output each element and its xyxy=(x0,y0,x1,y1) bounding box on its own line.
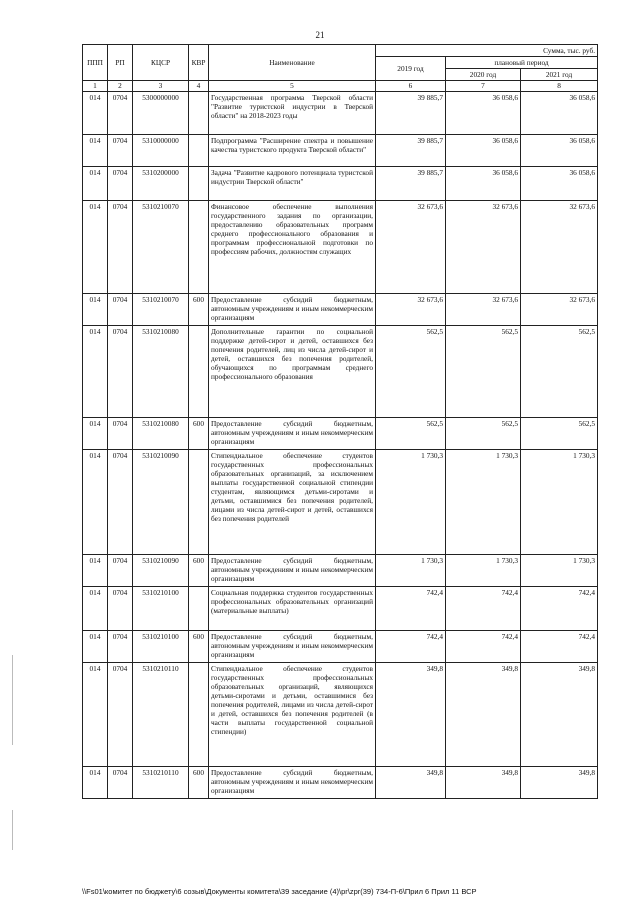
cell-2020: 32 673,6 xyxy=(446,201,521,294)
cell-2019: 562,5 xyxy=(376,326,446,418)
cell-kvr xyxy=(189,663,209,767)
cell-kvr: 600 xyxy=(189,294,209,326)
cell-ppp: 014 xyxy=(83,294,108,326)
cell-kvr: 600 xyxy=(189,418,209,450)
table-row xyxy=(83,294,598,326)
cell-kvr xyxy=(189,92,209,135)
cell-rp: 0704 xyxy=(108,326,133,418)
cell-ppp: 014 xyxy=(83,450,108,555)
cell-2021: 742,4 xyxy=(521,587,598,631)
cell-name: Государственная программа Тверской области "Развитие туристской индустрии в Тверской области" на 2018-2023 годы xyxy=(209,92,376,135)
cell-rp: 0704 xyxy=(108,663,133,767)
cell-2020: 36 058,6 xyxy=(446,167,521,201)
column-number: 7 xyxy=(446,81,521,92)
cell-2019: 349,8 xyxy=(376,663,446,767)
cell-name: Социальная поддержка студентов государственных профессиональных образовательных организаций (материальные выплаты) xyxy=(209,587,376,631)
cell-kcsr: 5300000000 xyxy=(133,92,189,135)
cell-kcsr: 5310210070 xyxy=(133,294,189,326)
cell-name: Предоставление субсидий бюджетным, автономным учреждениям и иным некоммерческим организациям xyxy=(209,555,376,587)
table-row xyxy=(83,450,598,555)
cell-2021: 32 673,6 xyxy=(521,201,598,294)
cell-2019: 742,4 xyxy=(376,587,446,631)
cell-ppp: 014 xyxy=(83,418,108,450)
header-kcsr: КЦСР xyxy=(133,45,189,81)
cell-2020: 742,4 xyxy=(446,587,521,631)
cell-2019: 39 885,7 xyxy=(376,135,446,167)
cell-kcsr: 5310210080 xyxy=(133,418,189,450)
cell-kcsr: 5310200000 xyxy=(133,167,189,201)
cell-name: Предоставление субсидий бюджетным, автономным учреждениям и иным некоммерческим организациям xyxy=(209,294,376,326)
table-row xyxy=(83,418,598,450)
cell-2019: 39 885,7 xyxy=(376,92,446,135)
cell-2020: 742,4 xyxy=(446,631,521,663)
cell-kcsr: 5310210100 xyxy=(133,631,189,663)
column-number: 5 xyxy=(209,81,376,92)
table-row xyxy=(83,135,598,167)
header-planned-period: плановый период xyxy=(446,57,598,69)
cell-2019: 1 730,3 xyxy=(376,555,446,587)
column-number: 4 xyxy=(189,81,209,92)
header-rp: РП xyxy=(108,45,133,81)
table-row xyxy=(83,663,598,767)
cell-ppp: 014 xyxy=(83,201,108,294)
cell-2021: 742,4 xyxy=(521,631,598,663)
cell-2019: 39 885,7 xyxy=(376,167,446,201)
page-number: 21 xyxy=(315,30,325,40)
cell-2019: 32 673,6 xyxy=(376,294,446,326)
cell-rp: 0704 xyxy=(108,587,133,631)
cell-kcsr: 5310210090 xyxy=(133,450,189,555)
cell-ppp: 014 xyxy=(83,92,108,135)
cell-2020: 1 730,3 xyxy=(446,555,521,587)
cell-2021: 349,8 xyxy=(521,663,598,767)
cell-2020: 36 058,6 xyxy=(446,92,521,135)
cell-name: Финансовое обеспечение выполнения государственного задания по организации, предоставлению образовательных программ среднего профессионального образования и программам профессиональной подготовки по профессиям рабочих, должностям служащих xyxy=(209,201,376,294)
cell-2020: 36 058,6 xyxy=(446,135,521,167)
cell-2021: 36 058,6 xyxy=(521,92,598,135)
cell-name: Задача "Развитие кадрового потенциала туристской индустрии Тверской области" xyxy=(209,167,376,201)
header-year-2019: 2019 год xyxy=(376,57,446,81)
cell-rp: 0704 xyxy=(108,767,133,799)
cell-kcsr: 5310210110 xyxy=(133,663,189,767)
cell-rp: 0704 xyxy=(108,294,133,326)
cell-name: Предоставление субсидий бюджетным, автономным учреждениям и иным некоммерческим организациям xyxy=(209,418,376,450)
cell-rp: 0704 xyxy=(108,167,133,201)
scan-margin-mark xyxy=(12,655,13,745)
cell-2021: 562,5 xyxy=(521,418,598,450)
cell-ppp: 014 xyxy=(83,167,108,201)
cell-kvr: 600 xyxy=(189,767,209,799)
column-number-row xyxy=(83,81,598,92)
cell-kvr xyxy=(189,326,209,418)
cell-kcsr: 5310000000 xyxy=(133,135,189,167)
cell-rp: 0704 xyxy=(108,201,133,294)
cell-kvr xyxy=(189,450,209,555)
cell-2020: 562,5 xyxy=(446,418,521,450)
table-row xyxy=(83,167,598,201)
cell-kvr xyxy=(189,135,209,167)
table-row xyxy=(83,92,598,135)
cell-kvr xyxy=(189,587,209,631)
cell-ppp: 014 xyxy=(83,326,108,418)
cell-kvr xyxy=(189,167,209,201)
cell-rp: 0704 xyxy=(108,631,133,663)
cell-2021: 562,5 xyxy=(521,326,598,418)
table-row xyxy=(83,767,598,799)
cell-rp: 0704 xyxy=(108,450,133,555)
budget-table xyxy=(82,44,598,799)
table-row xyxy=(83,555,598,587)
cell-name: Стипендиальное обеспечение студентов государственных профессиональных образовательных организаций, за исключением выплаты государственной социальной стипендии студентам, являющимся детьми-сиротами и детьми, оставшимися без попечения родителей, лицами из числа детей-сирот и детей, оставшихся без попечения родителей xyxy=(209,450,376,555)
header-year-2021: 2021 год xyxy=(521,69,598,81)
header-year-2020: 2020 год xyxy=(446,69,521,81)
header-kvr: КВР xyxy=(189,45,209,81)
footer-file-path: \\Fs01\комитет по бюджету\6 созыв\Документы комитета\39 заседание (4)\pr\zpr(39) 734-П-6\Прил 6 Прил 11 ВСР xyxy=(82,887,477,896)
table-row xyxy=(83,326,598,418)
scan-margin-mark xyxy=(12,810,13,850)
cell-2021: 349,8 xyxy=(521,767,598,799)
column-number: 8 xyxy=(521,81,598,92)
table-row xyxy=(83,587,598,631)
cell-kcsr: 5310210100 xyxy=(133,587,189,631)
cell-2019: 742,4 xyxy=(376,631,446,663)
cell-2020: 349,8 xyxy=(446,767,521,799)
cell-name: Стипендиальное обеспечение студентов государственных профессиональных образовательных организаций, являющихся детьми-сиротами и детьми, оставшимися без попечения родителей, лицами из числа детей-сирот и детей, оставшихся без попечения родителей (в части выплаты государственной социальной стипендии) xyxy=(209,663,376,767)
cell-name: Подпрограмма "Расширение спектра и повышение качества туристского продукта Тверской области" xyxy=(209,135,376,167)
cell-2021: 32 673,6 xyxy=(521,294,598,326)
cell-ppp: 014 xyxy=(83,135,108,167)
cell-name: Предоставление субсидий бюджетным, автономным учреждениям и иным некоммерческим организациям xyxy=(209,767,376,799)
column-number: 6 xyxy=(376,81,446,92)
table-row xyxy=(83,201,598,294)
column-number: 3 xyxy=(133,81,189,92)
cell-2021: 1 730,3 xyxy=(521,555,598,587)
cell-ppp: 014 xyxy=(83,587,108,631)
cell-rp: 0704 xyxy=(108,555,133,587)
cell-kcsr: 5310210090 xyxy=(133,555,189,587)
table-row xyxy=(83,631,598,663)
cell-ppp: 014 xyxy=(83,555,108,587)
cell-ppp: 014 xyxy=(83,663,108,767)
cell-name: Предоставление субсидий бюджетным, автономным учреждениям и иным некоммерческим организациям xyxy=(209,631,376,663)
cell-2019: 32 673,6 xyxy=(376,201,446,294)
cell-2020: 1 730,3 xyxy=(446,450,521,555)
cell-2020: 562,5 xyxy=(446,326,521,418)
cell-rp: 0704 xyxy=(108,92,133,135)
column-number: 2 xyxy=(108,81,133,92)
cell-rp: 0704 xyxy=(108,135,133,167)
header-sum: Сумма, тыс. руб. xyxy=(376,45,598,57)
cell-2019: 562,5 xyxy=(376,418,446,450)
header-name: Наименование xyxy=(209,45,376,81)
cell-ppp: 014 xyxy=(83,631,108,663)
cell-2021: 36 058,6 xyxy=(521,135,598,167)
cell-kcsr: 5310210070 xyxy=(133,201,189,294)
cell-ppp: 014 xyxy=(83,767,108,799)
cell-2021: 1 730,3 xyxy=(521,450,598,555)
cell-kvr xyxy=(189,201,209,294)
header-ppp: ППП xyxy=(83,45,108,81)
cell-2020: 349,8 xyxy=(446,663,521,767)
cell-kcsr: 5310210110 xyxy=(133,767,189,799)
column-number: 1 xyxy=(83,81,108,92)
cell-name: Дополнительные гарантии по социальной поддержке детей-сирот и детей, оставшихся без попечения родителей, лиц из числа детей-сирот и детей, оставшихся без попечения родителей, обучающихся по программам среднего профессионального образования xyxy=(209,326,376,418)
cell-2020: 32 673,6 xyxy=(446,294,521,326)
cell-2019: 349,8 xyxy=(376,767,446,799)
cell-rp: 0704 xyxy=(108,418,133,450)
cell-kvr: 600 xyxy=(189,555,209,587)
cell-2019: 1 730,3 xyxy=(376,450,446,555)
cell-kcsr: 5310210080 xyxy=(133,326,189,418)
cell-2021: 36 058,6 xyxy=(521,167,598,201)
cell-kvr: 600 xyxy=(189,631,209,663)
